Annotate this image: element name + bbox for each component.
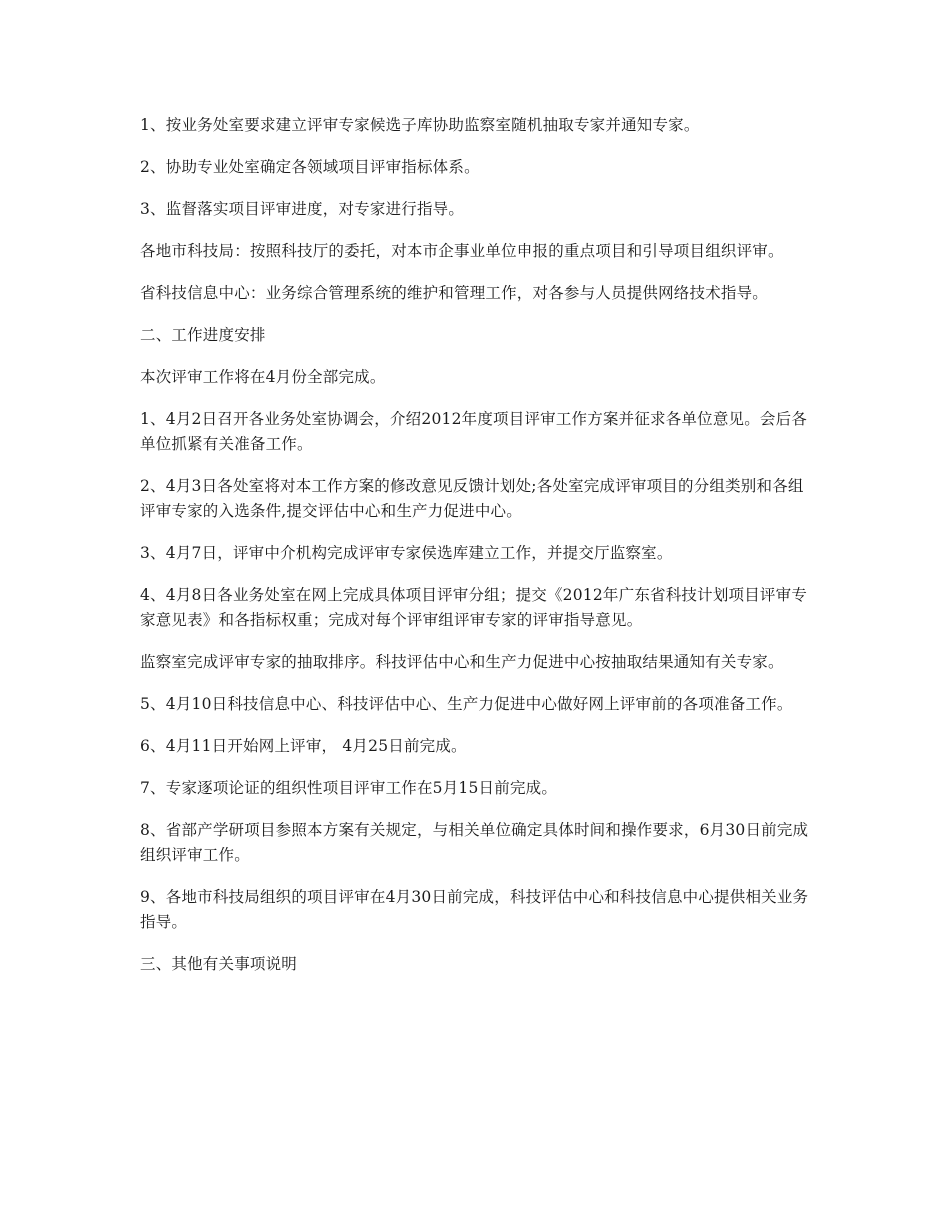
paragraph-expert-pool: 1、按业务处室要求建立评审专家候选子库协助监察室随机抽取专家并通知专家。 (140, 116, 700, 134)
paragraph-indicator-system: 2、协助专业处室确定各领域项目评审指标体系。 (140, 158, 480, 176)
schedule-item-2: 2、4月3日各处室将对本工作方案的修改意见反馈计划处;各处室完成评审项目的分组类别和各组评审专家的入选条件,提交评估中心和生产力促进中心。 (140, 477, 804, 520)
schedule-item-9: 9、各地市科技局组织的项目评审在4月30日前完成，科技评估中心和科技信息中心提供相关业务指导。 (140, 888, 809, 931)
schedule-item-6: 6、4月11日开始网上评审， 4月25日前完成。 (140, 737, 467, 755)
schedule-item-8: 8、省部产学研项目参照本方案有关规定，与相关单位确定具体时间和操作要求，6月30日前完成组织评审工作。 (140, 821, 809, 864)
document-page (140, 113, 812, 994)
paragraph-supervision-office: 监察室完成评审专家的抽取排序。科技评估中心和生产力促进中心按抽取结果通知有关专家。 (140, 653, 784, 671)
schedule-item-7: 7、专家逐项论证的组织性项目评审工作在5月15日前完成。 (140, 779, 558, 797)
schedule-item-4: 4、4月8日各业务处室在网上完成具体项目评审分组；提交《2012年广东省科技计划项目评审专家意见表》和各指标权重；完成对每个评审组评审专家的评审指导意见。 (140, 586, 808, 629)
schedule-item-1: 1、4月2日召开各业务处室协调会，介绍2012年度项目评审工作方案并征求各单位意见。会后各单位抓紧有关准备工作。 (140, 410, 808, 453)
paragraph-schedule-intro: 本次评审工作将在4月份全部完成。 (140, 368, 386, 386)
paragraph-city-bureaus: 各地市科技局：按照科技厅的委托，对本市企事业单位申报的重点项目和引导项目组织评审。 (140, 242, 784, 260)
schedule-item-3: 3、4月7日，评审中介机构完成评审专家侯选库建立工作，并提交厅监察室。 (140, 544, 673, 562)
section-heading-other-matters: 三、其他有关事项说明 (140, 955, 298, 973)
paragraph-supervise-progress: 3、监督落实项目评审进度，对专家进行指导。 (140, 200, 465, 218)
schedule-item-5: 5、4月10日科技信息中心、科技评估中心、生产力促进中心做好网上评审前的各项准备工作。 (140, 695, 793, 713)
section-heading-schedule: 二、工作进度安排 (140, 326, 266, 344)
paragraph-info-center: 省科技信息中心：业务综合管理系统的维护和管理工作，对各参与人员提供网络技术指导。 (140, 284, 769, 302)
